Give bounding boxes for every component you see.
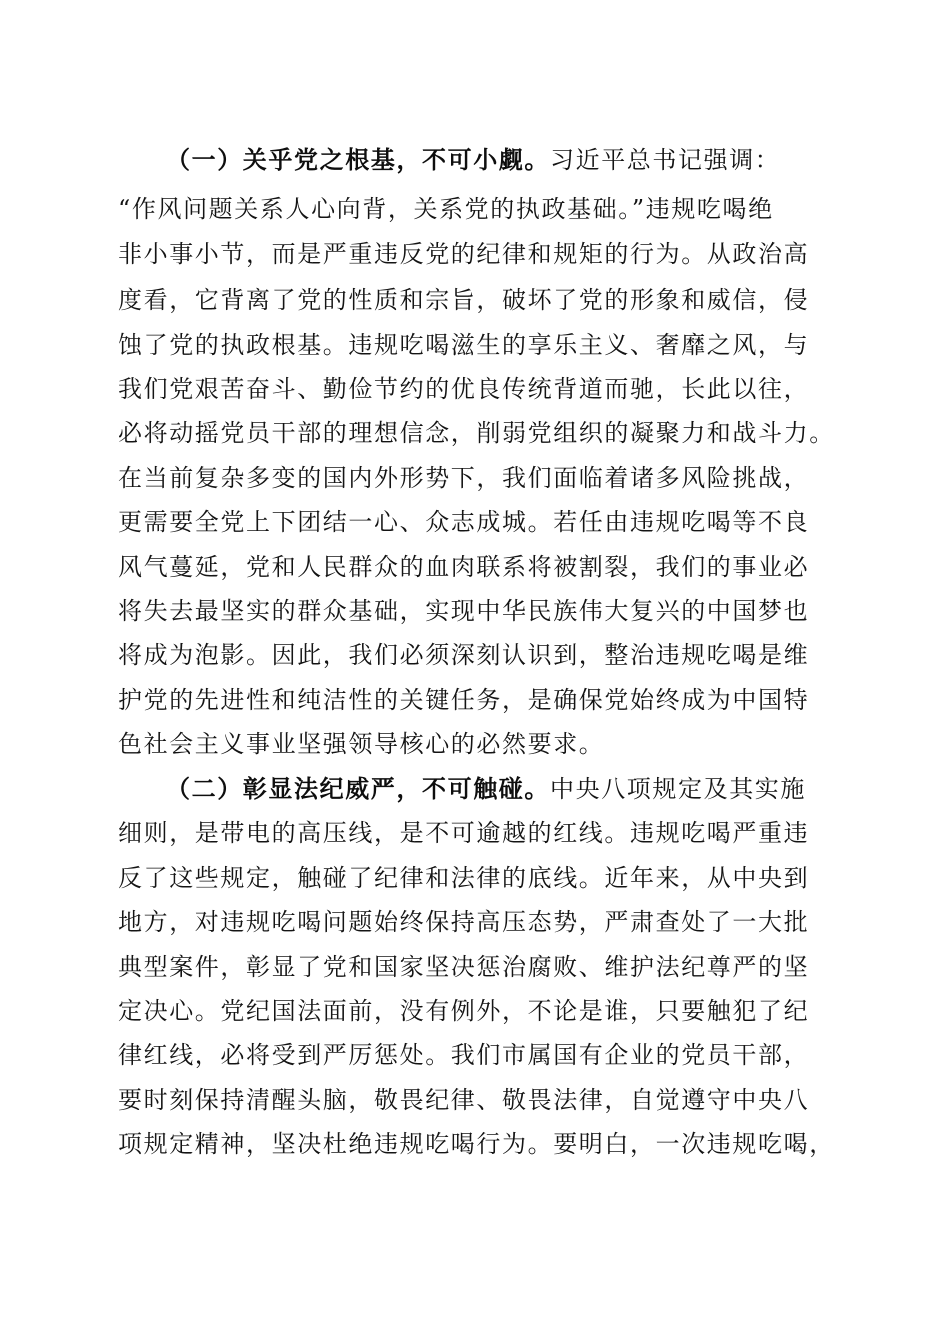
paragraph-1-heading: （一）关乎党之根基，不可小觑。 — [166, 146, 550, 174]
paragraph-2-line-6: 定决心。党纪国法面前，没有例外，不论是谁，只要触犯了纪 — [118, 997, 810, 1025]
paragraph-2-line-5: 典型案件，彰显了党和国家坚决惩治腐败、维护法纪尊严的坚 — [118, 953, 810, 981]
paragraph-1-line-14: 色社会主义事业坚强领导核心的必然要求。 — [118, 730, 605, 758]
paragraph-2-line-7: 律红线，必将受到严厉惩处。我们市属国有企业的党员干部， — [118, 1041, 810, 1069]
paragraph-2-heading: （二）彰显法纪威严，不可触碰。 — [166, 775, 550, 803]
paragraph-1-line-1 — [166, 140, 838, 180]
paragraph-1-line-7: 必将动摇党员干部的理想信念，削弱党组织的凝聚力和战斗力。 — [118, 419, 835, 447]
paragraph-1-line-10: 风气蔓延，党和人民群众的血肉联系将被割裂，我们的事业必 — [118, 553, 810, 581]
paragraph-2-line-4: 地方，对违规吃喝问题始终保持高压态势，严肃查处了一大批 — [118, 908, 810, 936]
paragraph-1-line-6: 我们党艰苦奋斗、勤俭节约的优良传统背道而驰，长此以往， — [118, 375, 810, 403]
paragraph-1-line-5: 蚀了党的执政根基。违规吃喝滋生的享乐主义、奢靡之风，与 — [118, 331, 810, 359]
paragraph-2-line-3: 反了这些规定，触碰了纪律和法律的底线。近年来，从中央到 — [118, 864, 810, 892]
paragraph-1-line-4: 度看，它背离了党的性质和宗旨，破坏了党的形象和威信，侵 — [118, 286, 810, 314]
paragraph-2-line-1 — [166, 769, 838, 809]
paragraph-1-line-8: 在当前复杂多变的国内外形势下，我们面临着诸多风险挑战， — [118, 464, 810, 492]
paragraph-2-line-2: 细则，是带电的高压线，是不可逾越的红线。违规吃喝严重违 — [118, 819, 810, 847]
paragraph-1-line-11: 将失去最坚实的群众基础，实现中华民族伟大复兴的中国梦也 — [118, 597, 810, 625]
paragraph-1-line-9: 更需要全党上下团结一心、众志成城。若任由违规吃喝等不良 — [118, 508, 810, 536]
paragraph-1-line-12: 将成为泡影。因此，我们必须深刻认识到，整治违规吃喝是维 — [118, 641, 810, 669]
paragraph-1-line-13: 护党的先进性和纯洁性的关键任务，是确保党始终成为中国特 — [118, 686, 810, 714]
paragraph-2-text: 中央八项规定及其实施 — [550, 775, 806, 803]
paragraph-1-text: 习近平总书记强调： — [550, 146, 781, 174]
paragraph-1-line-3: 非小事小节，而是严重违反党的纪律和规矩的行为。从政治高 — [118, 240, 810, 268]
paragraph-1-line-2: “作风问题关系人心向背，关系党的执政基础。”违规吃喝绝 — [118, 195, 774, 223]
paragraph-2-line-8: 要时刻保持清醒头脑，敬畏纪律、敬畏法律，自觉遵守中央八 — [118, 1086, 810, 1114]
paragraph-2-line-9: 项规定精神，坚决杜绝违规吃喝行为。要明白，一次违规吃喝， — [118, 1130, 835, 1158]
